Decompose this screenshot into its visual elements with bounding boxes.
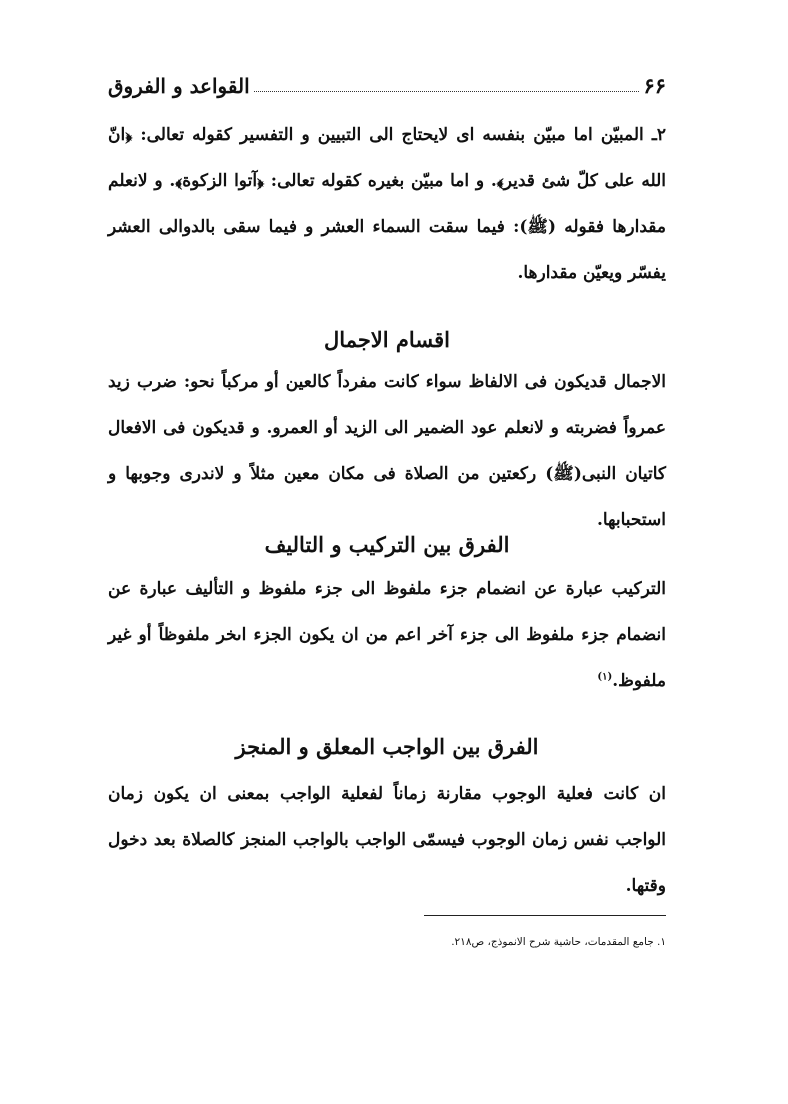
section-text-tarkib-talif xyxy=(108,566,666,704)
running-header-title: القواعد و الفروق xyxy=(108,74,250,98)
section-title-tarkib-talif: الفرق بين التركيب و التاليف xyxy=(264,532,510,557)
section-title-aqsam-al-ijmal: اقسام الاجمال xyxy=(324,327,450,352)
footnote-reference: (١) xyxy=(597,671,613,683)
page-number: ۶۶ xyxy=(643,73,666,98)
header-dotted-leader xyxy=(254,91,640,92)
section-title-wajib-muallaq-munajjaz: الفرق بين الواجب المعلق و المنجز xyxy=(235,734,539,759)
running-header xyxy=(108,68,666,98)
footnote-separator xyxy=(424,915,666,916)
section-text-wajib-muallaq-munajjaz: ان كانت فعلية الوجوب مقارنة زماناً لفعلية الواجب بمعنى ان يكون زمان الواجب نفس زمان الوجوب فيسمّى الواجب بالواجب المنجز كالصلاة بعد دخول وقتها. xyxy=(108,784,666,896)
section-text-body: التركيب عبارة عن انضمام جزء ملفوظ الى جزء ملفوظ و التأليف عبارة عن انضمام جزء ملفوظ الى جزء آخر اعم من ان يكون الجزء اىخر ملفوظاً أو غير ملفوظ. xyxy=(108,579,666,691)
footnote: ١. جامع المقدمات، حاشية شرح الانموذج، ص٢١٨. xyxy=(451,936,666,948)
section-text-aqsam-al-ijmal: الاجمال قديكون فى الالفاظ سواء كانت مفرداً كالعين أو مركباً نحو: ضرب زيد عمرواً فضربته و لانعلم عود الضمير الى الزيد أو العمرو. و قديكون فى الافعال كاتيان النبى(ﷺ) ركعتين من الصلاة فى مكان معين مثلاً و لاندرى وجوبها و استحبابها. xyxy=(108,372,666,530)
paragraph-mubayyan: ٢ـ المبيّن اما مبيّن بنفسه اى لايحتاج الى التبيين و التفسير كقوله تعالى: ﴿انّ الله على كلّ شئ قدير﴾. و اما مبيّن بغيره كقوله تعالى: ﴿آتوا الزكوة﴾. و لانعلم مقدارها فقوله (ﷺ): فيما سقت السماء العشر و فيما سقى بالدوالى العشر يفسّر ويعيّن مقدارها. xyxy=(108,125,666,283)
